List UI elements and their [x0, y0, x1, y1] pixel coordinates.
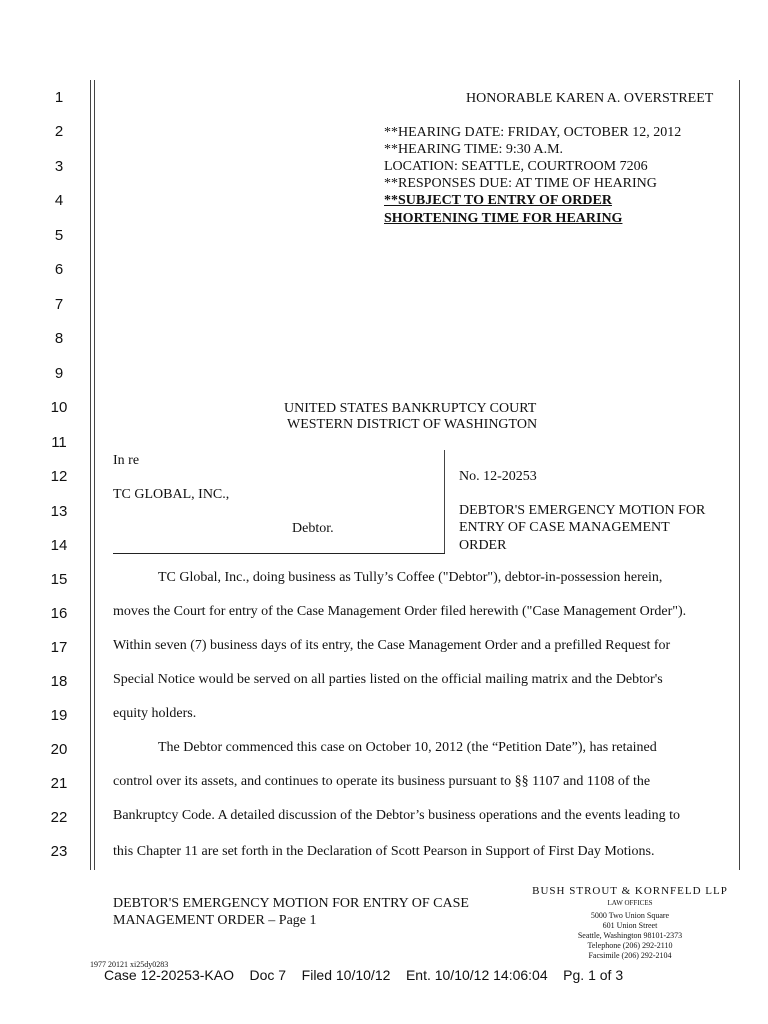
court-name: UNITED STATES BANKRUPTCY COURT	[284, 401, 537, 416]
line-number: 21	[50, 775, 68, 792]
left-margin-line-2	[94, 80, 95, 870]
responses-due: **RESPONSES DUE: AT TIME OF HEARING	[384, 176, 657, 191]
footer-title-2: MANAGEMENT ORDER – Page 1	[113, 913, 317, 928]
motion-title-1: DEBTOR'S EMERGENCY MOTION FOR	[459, 503, 706, 518]
line-number: 10	[50, 399, 68, 416]
line-number: 7	[54, 296, 64, 313]
body-line: TC Global, Inc., doing business as Tully’s Coffee ("Debtor"), debtor-in-possession herein,	[158, 570, 663, 585]
firm-address-1: 5000 Two Union Square	[590, 911, 670, 920]
court-district: WESTERN DISTRICT OF WASHINGTON	[287, 417, 538, 432]
body-line: The Debtor commenced this case on October 10, 2012 (the “Petition Date”), has retained	[158, 740, 657, 755]
line-number: 20	[50, 741, 68, 758]
law-firm-sub: LAW OFFICES	[607, 899, 653, 907]
case-number: No. 12-20253	[459, 469, 537, 484]
line-number: 23	[50, 843, 68, 860]
body-line: control over its assets, and continues to operate its business pursuant to §§ 1107 and 1108 of the	[113, 774, 651, 789]
body-line: Within seven (7) business days of its entry, the Case Management Order and a prefilled Request for	[113, 638, 671, 653]
judge-name: HONORABLE KAREN A. OVERSTREET	[466, 91, 714, 106]
line-number: 15	[50, 571, 68, 588]
body-line: Special Notice would be served on all parties listed on the official mailing matrix and the Debtor's	[113, 672, 663, 687]
firm-address-3: Seattle, Washington 98101-2373	[577, 931, 683, 940]
line-number: 8	[54, 330, 64, 347]
right-margin-line	[739, 80, 740, 870]
subject-notice-2: SHORTENING TIME FOR HEARING	[384, 211, 623, 226]
firm-facsimile: Facsimile (206) 292-2104	[588, 951, 672, 960]
line-number: 18	[50, 673, 68, 690]
motion-title-2: ENTRY OF CASE MANAGEMENT	[459, 520, 670, 535]
line-number: 17	[50, 639, 68, 656]
hearing-date: **HEARING DATE: FRIDAY, OCTOBER 12, 2012	[384, 125, 682, 140]
body-line: Bankruptcy Code. A detailed discussion of the Debtor’s business operations and the events leading to	[113, 808, 681, 823]
caption-role: Debtor.	[292, 521, 334, 536]
body-line: this Chapter 11 are set forth in the Declaration of Scott Pearson in Support of First Day Motions.	[113, 844, 655, 859]
line-number: 14	[50, 537, 68, 554]
caption-divider-horizontal	[113, 553, 445, 554]
caption-in-re: In re	[113, 453, 140, 468]
line-number: 19	[50, 707, 68, 724]
motion-title-3: ORDER	[459, 538, 507, 553]
line-number: 13	[50, 503, 68, 520]
line-number: 22	[50, 809, 68, 826]
line-number: 4	[54, 192, 64, 209]
law-firm-name: BUSH STROUT & KORNFELD LLP	[532, 885, 728, 897]
line-number: 9	[54, 365, 64, 382]
body-line: equity holders.	[113, 706, 197, 721]
line-number: 6	[54, 261, 64, 278]
footer-title-1: DEBTOR'S EMERGENCY MOTION FOR ENTRY OF CASE	[113, 896, 469, 911]
law-firm-block	[524, 885, 736, 961]
filing-stamp: Case 12-20253-KAO Doc 7 Filed 10/10/12 Ent. 10/10/12 14:06:04 Pg. 1 of 3	[104, 967, 624, 983]
hearing-location: LOCATION: SEATTLE, COURTROOM 7206	[384, 159, 648, 174]
line-number: 11	[51, 434, 67, 451]
document-id: 1977 20121 xi25dy0283	[90, 960, 169, 969]
caption-divider-vertical	[444, 450, 445, 554]
line-number: 16	[50, 605, 68, 622]
left-margin-line-1	[90, 80, 91, 870]
line-number: 3	[54, 158, 64, 175]
caption-party: TC GLOBAL, INC.,	[113, 487, 230, 502]
firm-address-2: 601 Union Street	[602, 921, 658, 930]
firm-telephone: Telephone (206) 292-2110	[587, 941, 673, 950]
line-number: 1	[54, 89, 64, 106]
subject-notice-1: **SUBJECT TO ENTRY OF ORDER	[384, 193, 612, 208]
body-line: moves the Court for entry of the Case Management Order filed herewith ("Case Management Order").	[113, 604, 687, 619]
line-number: 2	[54, 123, 64, 140]
hearing-time: **HEARING TIME: 9:30 A.M.	[384, 142, 564, 157]
line-number: 12	[50, 468, 68, 485]
line-number: 5	[54, 227, 64, 244]
